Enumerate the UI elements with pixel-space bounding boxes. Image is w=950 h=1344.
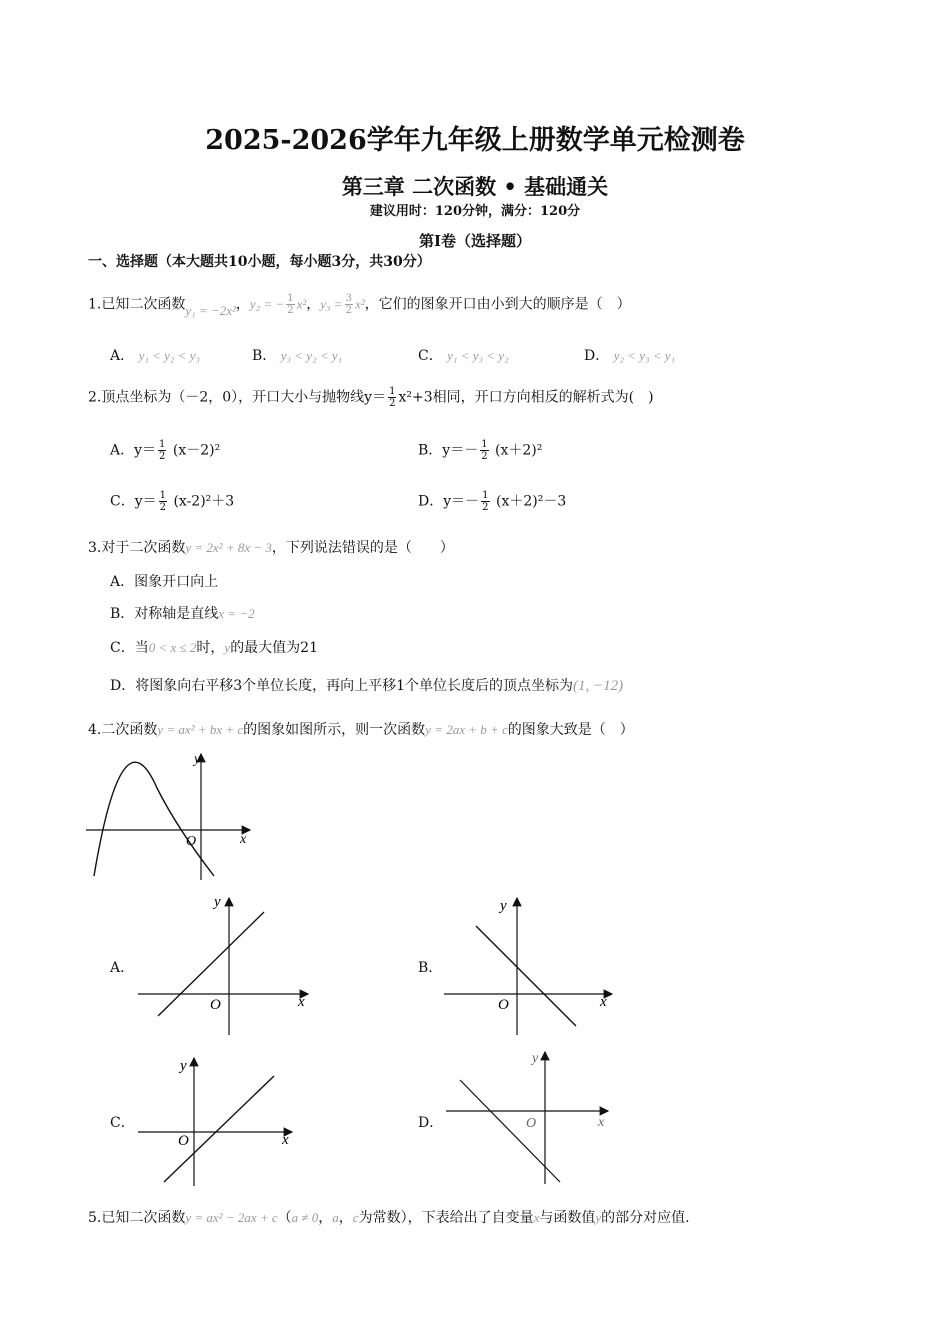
q3-option-b[interactable]: B．对称轴是直线x = −2 [110,606,255,622]
q2-option-b[interactable]: B．y＝－ $\frac{1}{2}$ (x＋2)² [418,439,543,462]
question-number: 1. [88,296,102,313]
q4-option-a[interactable]: A． [110,960,135,976]
q1-option-c[interactable]: C． y₁ < y₃ < y₂ [418,348,509,364]
question-number: 3. [88,540,102,556]
q4-option-b[interactable]: B． [418,960,443,976]
line-graph [164,1076,274,1182]
q4-option-c[interactable]: C． [110,1115,135,1131]
section-heading: 一、选择题（本大题共10小题，每小题3分，共30分） [88,254,431,270]
q1-option-a[interactable]: A． y₁ < y₂ < y₃ [110,348,200,364]
q3-option-c[interactable]: C．当0 < x ≤ 2时，y的最大值为21 [110,640,319,656]
exam-title: 2025-2026学年九年级上册数学单元检测卷 [205,125,745,156]
svg-text:O: O [210,997,221,1013]
line-graph [476,926,576,1026]
option-c-graph[interactable] [134,1052,304,1188]
origin-label: O [186,834,197,849]
q2-option-c[interactable]: C．y＝ $\frac{1}{2}$ (x-2)²＋3 [110,490,235,513]
svg-text:x: x [282,1132,289,1148]
svg-text:O: O [498,997,509,1013]
q3-option-d[interactable]: D．将图象向右平移3个单位长度，再向上平移1个单位长度后的顶点坐标为(1, −12) [110,678,624,694]
svg-text:x: x [600,994,607,1010]
svg-text:y: y [180,1058,187,1074]
option-b-graph[interactable] [440,890,620,1040]
question-4-stem: 4.二次函数y = ax² + bx + c的图象如图所示，则一次函数y = 2ax + b + c的图象大致是（ ） [88,722,634,738]
question-2-stem: 2.顶点坐标为（－2，0），开口大小与抛物线y＝ $\frac{1}{2}$ x²+3相同，开口方向相反的解析式为( ) [88,386,654,409]
y-axis-label: y [194,752,201,767]
x-axis-label: x [240,832,247,847]
q1-option-d[interactable]: D． y₂ < y₃ < y₁ [584,348,676,364]
part-heading: 第Ⅰ卷（选择题） [418,232,532,250]
question-number: 4. [88,722,102,738]
question-3-stem: 3.对于二次函数y = 2x² + 8x − 3，下列说法错误的是（ ） [88,540,454,556]
option-d-graph[interactable] [442,1048,622,1188]
option-a-graph[interactable] [134,890,314,1040]
question-5-stem: 5.已知二次函数y = ax² − 2ax + c（a ≠ 0，a，c为常数），下表给出了自变量x与函数值y的部分对应值. [88,1210,690,1226]
q2-option-d[interactable]: D．y＝－ $\frac{1}{2}$ (x＋2)²－3 [418,490,567,513]
question-number: 5. [88,1210,102,1226]
svg-text:x: x [598,1115,605,1130]
question-1-stem: 1.已知二次函数y₁ = −2x²，y₂ = − $\frac{1}{2}$ x²，y₃ = $\frac{3}{2}$ x²，它们的图象开口由小到大的顺序是（ ） [88,293,631,318]
parabola-figure [82,748,262,888]
svg-text:x: x [298,994,305,1010]
svg-text:O: O [526,1116,537,1131]
q2-option-a[interactable]: A．y＝ $\frac{1}{2}$ (x－2)² [110,439,221,462]
chapter-subtitle: 第三章 二次函数 • 基础通关 [341,174,609,199]
parabola-curve [94,762,214,876]
time-note: 建议用时：120分钟，满分：120分 [369,204,581,219]
q3-option-a[interactable]: A．图象开口向上 [110,574,219,590]
svg-text:O: O [178,1133,189,1149]
svg-text:y: y [500,898,507,914]
q1-option-b[interactable]: B． y₃ < y₂ < y₁ [252,348,343,364]
q4-option-d[interactable]: D． [418,1115,444,1131]
svg-text:y: y [532,1051,539,1066]
svg-text:y: y [214,894,221,910]
question-number: 2. [88,389,102,406]
